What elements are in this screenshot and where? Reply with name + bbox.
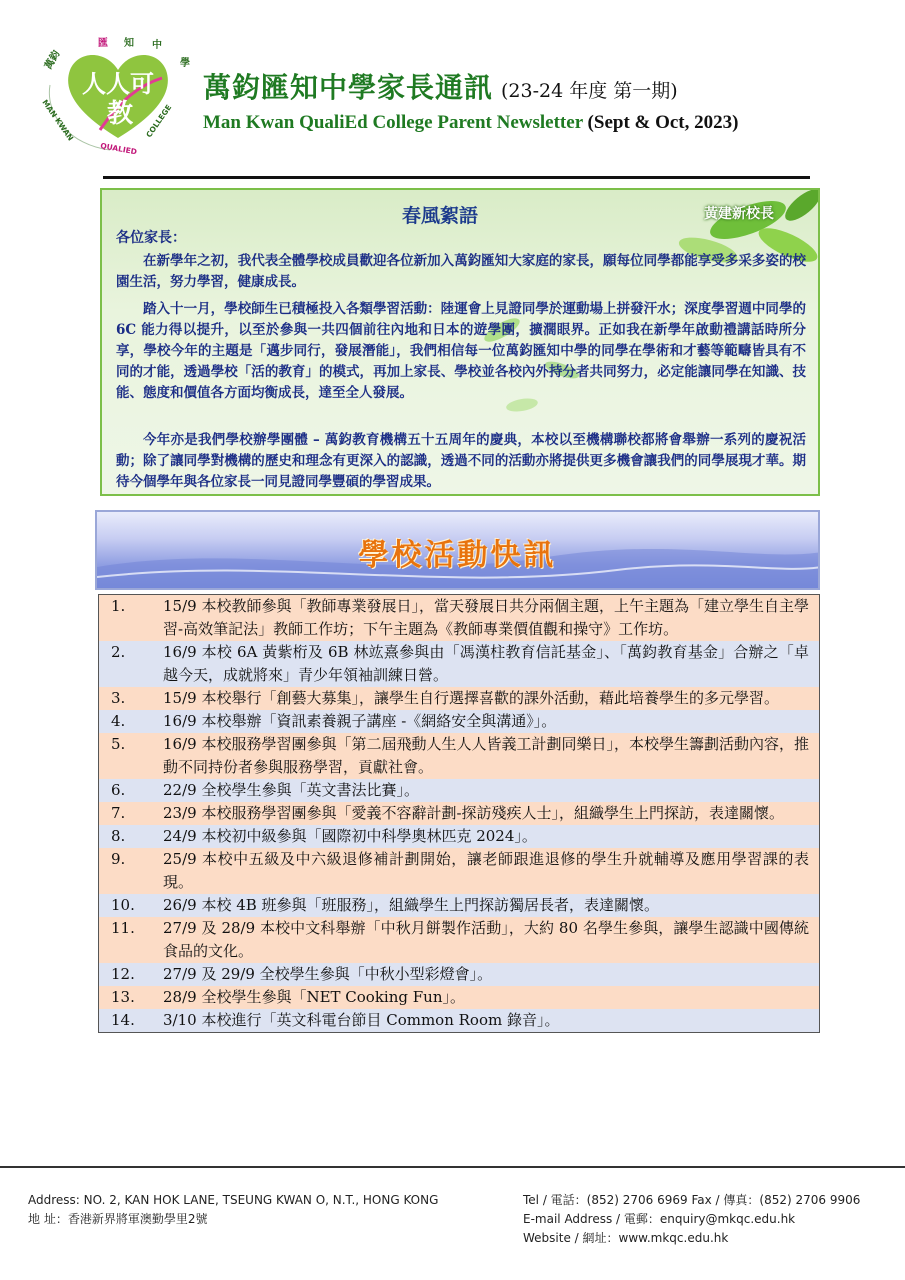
activities-banner xyxy=(95,510,820,590)
list-item-text: 15/9 本校教師參與「教師專業發展日」，當天發展日共分兩個主題，上午主題為「建立學生自主學習-高效筆記法」教師工作坊；下午主題為《教師專業價值觀和操守》工作坊。 xyxy=(163,597,809,638)
footer-contact xyxy=(523,1191,860,1248)
list-item-text: 25/9 本校中五級及中六級退修補計劃開始，讓老師跟進退修的學生升就輔導及應用學習課的表現。 xyxy=(163,850,809,891)
list-item xyxy=(99,963,819,986)
list-item-number: 2. xyxy=(111,643,126,661)
activities-list xyxy=(98,594,820,1033)
list-item xyxy=(99,848,819,894)
svg-text:萬鈞: 萬鈞 xyxy=(43,48,63,72)
svg-text:MAN KWAN: MAN KWAN xyxy=(40,97,76,143)
list-item-number: 11. xyxy=(111,919,135,937)
footer-address xyxy=(28,1191,438,1229)
svg-text:知: 知 xyxy=(124,38,134,49)
message-title: 春風絮語 xyxy=(402,205,479,227)
list-item-number: 8. xyxy=(111,827,126,845)
logo-motto-bottom: 教 xyxy=(106,99,134,129)
list-item xyxy=(99,779,819,802)
email-address: E-mail Address / 電郵：enquiry@mkqc.edu.hk xyxy=(523,1212,796,1226)
list-item-text: 16/9 本校舉辦「資訊素養親子講座 -《網絡安全與溝通》」。 xyxy=(163,712,557,730)
list-item-text: 23/9 本校服務學習團參與「愛義不容辭計劃-探訪殘疾人士」，組織學生上門探訪，表達關懷。 xyxy=(163,804,785,822)
list-item-text: 16/9 本校 6A 黃紫桁及 6B 林竑熹參與由「馮漢柱教育信託基金」、「萬鈞教育基金」合辦之「卓越今天，成就將來」青少年領袖訓練日營。 xyxy=(163,643,809,684)
list-item xyxy=(99,802,819,825)
message-paragraph-1: 在新學年之初，我代表全體學校成員歡迎各位新加入萬鈞匯知大家庭的家長，願每位同學都能享受多采多姿的校園生活，努力學習，健康成長。 xyxy=(116,253,806,290)
list-item-number: 7. xyxy=(111,804,126,822)
svg-text:匯: 匯 xyxy=(98,38,108,49)
list-item-number: 4. xyxy=(111,712,126,730)
title-cn-issue: (23-24 年度 第一期) xyxy=(501,80,678,102)
logo-motto-top: 人人可 xyxy=(82,69,154,98)
list-item xyxy=(99,710,819,733)
svg-text:QUALIED: QUALIED xyxy=(99,141,138,155)
list-item-number: 5. xyxy=(111,735,126,753)
list-item-text: 24/9 本校初中級參與「國際初中科學奧林匹克 2024」。 xyxy=(163,827,537,845)
list-item-text: 26/9 本校 4B 班參與「班服務」，組織學生上門探訪獨居長者，表達關懷。 xyxy=(163,896,660,914)
address-cn: 地 址：香港新界將軍澳勤學里2號 xyxy=(28,1212,208,1226)
newsletter-title-cn xyxy=(203,66,678,106)
message-paragraph-3: 今年亦是我們學校辦學團體 – 萬鈞教育機構五十五周年的慶典，本校以至機構聯校都將會舉辦一系列的慶祝活動；除了讓同學對機構的歷史和理念有更深入的認識，透過不同的活動亦將提供更多機會讓我們的同學展現才華。期待今個學年與各位家長一同見證同學豐碩的學習成果。 xyxy=(116,432,806,490)
list-item xyxy=(99,733,819,779)
list-item-number: 9. xyxy=(111,850,126,868)
list-item-number: 6. xyxy=(111,781,126,799)
list-item-number: 1. xyxy=(111,597,126,615)
principal-message-box xyxy=(100,188,820,496)
message-paragraph-2: 踏入十一月，學校師生已積極投入各類學習活動：陸運會上見證同學於運動場上拼發汗水；深度學習週中同學的 6C 能力得以提升，以至於參與一共四個前往內地和日本的遊學團，擴濶眼界。正如我在新學年啟動禮講話時所分享，學校今年的主題是「邁步同行，發展潛能」，我們相信每一位萬鈞匯知中學的同學在學術和才藝等範疇皆具有不同的才能，透過學校「活的教育」的模式，再加上家長、學校並各校內外持分者共同努力，必定能讓同學在知識、技能、態度和價值各方面均衡成長，達至全人發展。 xyxy=(116,301,806,401)
list-item xyxy=(99,595,819,641)
message-greeting: 各位家長： xyxy=(116,230,186,246)
list-item-number: 14. xyxy=(111,1011,135,1029)
list-item-text: 27/9 及 29/9 全校學生參與「中秋小型彩燈會」。 xyxy=(163,965,493,983)
svg-text:COLLEGE: COLLEGE xyxy=(144,102,174,140)
newsletter-title-en xyxy=(203,112,738,134)
footer-divider xyxy=(0,1166,905,1168)
list-item-number: 12. xyxy=(111,965,135,983)
list-item-number: 10. xyxy=(111,896,135,914)
website-address: Website / 網址：www.mkqc.edu.hk xyxy=(523,1231,729,1245)
list-item-text: 15/9 本校舉行「創藝大募集」，讓學生自行選擇喜歡的課外活動，藉此培養學生的多元學習。 xyxy=(163,689,779,707)
svg-text:中: 中 xyxy=(152,40,162,51)
list-item xyxy=(99,825,819,848)
list-item xyxy=(99,917,819,963)
header-divider xyxy=(103,176,810,179)
school-logo xyxy=(40,30,195,155)
principal-signature: 黃建新校長 xyxy=(704,206,774,222)
banner-title: 學校活動快訊 xyxy=(358,538,557,573)
title-en-date: (Sept & Oct, 2023) xyxy=(587,112,739,133)
list-item xyxy=(99,894,819,917)
list-item xyxy=(99,687,819,710)
list-item-text: 27/9 及 28/9 本校中文科舉辦「中秋月餅製作活動」，大約 80 名學生參與，讓學生認識中國傳統食品的文化。 xyxy=(163,919,809,960)
list-item xyxy=(99,986,819,1009)
svg-text:學: 學 xyxy=(180,58,190,69)
list-item-text: 22/9 全校學生參與「英文書法比賽」。 xyxy=(163,781,419,799)
list-item-text: 16/9 本校服務學習團參與「第二屆飛動人生人人皆義工計劃同樂日」，本校學生籌劃活動內容，推動不同持份者參與服務學習，貢獻社會。 xyxy=(163,735,809,776)
address-en: Address: NO. 2, KAN HOK LANE, TSEUNG KWAN O, N.T., HONG KONG xyxy=(28,1193,439,1207)
list-item xyxy=(99,1009,819,1032)
tel-fax: Tel / 電話：(852) 2706 6969 Fax / 傳真：(852) 2706 9906 xyxy=(523,1193,861,1207)
title-cn-text: 萬鈞匯知中學家長通訊 xyxy=(203,71,494,104)
list-item-text: 28/9 全校學生參與「NET Cooking Fun」。 xyxy=(163,988,465,1006)
list-item xyxy=(99,641,819,687)
list-item-number: 3. xyxy=(111,689,126,707)
list-item-number: 13. xyxy=(111,988,135,1006)
title-en-text: Man Kwan QualiEd College Parent Newsletter xyxy=(203,112,583,133)
list-item-text: 3/10 本校進行「英文科電台節目 Common Room 錄音」。 xyxy=(163,1011,560,1029)
